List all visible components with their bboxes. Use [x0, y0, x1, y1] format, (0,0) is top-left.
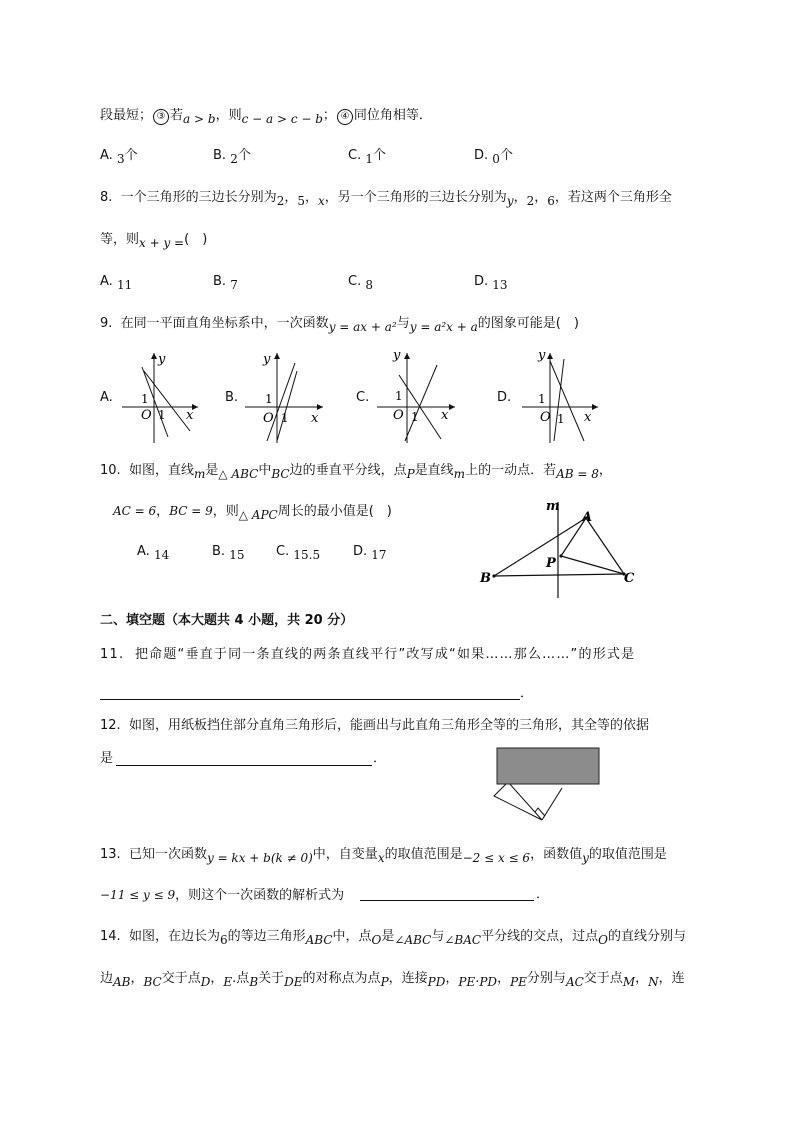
q9-option-a-label: A. — [100, 390, 113, 405]
q12-line-2: 是 — [100, 751, 114, 766]
q12-answer-blank[interactable] — [116, 765, 372, 766]
circled-4: ④ — [337, 109, 353, 125]
q7-option-d: D. 0个 — [474, 148, 513, 166]
q9-graph-a — [120, 345, 200, 445]
q8-line-1: 8. 一个三角形的三边长分别为2，5，x，另一个三角形的三边长分别为y，2，6，若这两个三角形全 — [100, 190, 672, 208]
origin-label: O — [141, 408, 152, 423]
x-axis-label: x — [584, 410, 592, 425]
q13-line-1: 13. 已知一次函数y = kx + b(k ≠ 0)中，自变量x的取值范围是−2 ≤ x ≤ 6，函数值y的取值范围是 — [100, 847, 667, 865]
q10-line-2: AC = 6，BC = 9，则△ APC周长的最小值是( ) — [113, 504, 392, 522]
x-one-label: 1 — [557, 412, 565, 426]
q14-line-2: 边AB，BC交于点D，E.点B关于DE的对称点为点P，连接PD，PE.PD，PE分别与AC交于点M，N，连 — [100, 971, 685, 989]
q11-line-1: 11. 把命题“垂直于同一条直线的两条直线平行”改写成“如果……那么……”的形式是 — [100, 647, 636, 662]
q11-end-mark: ． — [520, 686, 534, 701]
origin-label: O — [540, 410, 551, 425]
q9-option-c-label: C. — [356, 390, 370, 405]
y-one-label: 1 — [538, 392, 546, 406]
q9-option-d-label: D. — [497, 390, 512, 405]
q9-graph-d — [520, 345, 600, 445]
point-a-label: A — [582, 510, 593, 525]
y-one-label: 1 — [265, 392, 273, 406]
q10-line-1: 10. 如图，直线m是△ ABC中BC边的垂直平分线，点P是直线m上的一动点．若AB = 8， — [100, 463, 612, 481]
x-one-label: 1 — [411, 410, 419, 424]
q10-option-c: C. 15.5 — [276, 544, 321, 562]
q10-option-a: A. 14 — [137, 544, 170, 562]
q8-option-d: D. 13 — [474, 274, 508, 292]
q10-option-b: B. 15 — [212, 544, 245, 562]
q7-option-b: B. 2个 — [213, 148, 251, 166]
q9-stem: 9. 在同一平面直角坐标系中，一次函数y = ax + a²与y = a²x + a的图象可能是( ) — [100, 316, 579, 334]
q13-line-2: −11 ≤ y ≤ 9，则这个一次函数的解析式为 — [100, 888, 345, 903]
x-one-label: 1 — [281, 411, 289, 425]
y-one-label: 1 — [395, 389, 403, 403]
q8-option-c: C. 8 — [348, 274, 373, 292]
q13-end-mark: ． — [536, 887, 550, 902]
circled-3: ③ — [153, 109, 169, 125]
q9-option-b-label: B. — [225, 390, 239, 405]
q14-line-1: 14. 如图，在边长为6的等边三角形ABC中，点O是∠ABC与∠BAC平分线的交点，过点O的直线分别与 — [100, 929, 686, 947]
x-axis-label: x — [441, 408, 449, 423]
x-one-label: 1 — [158, 408, 166, 422]
origin-label: O — [393, 408, 404, 423]
y-one-label: 1 — [141, 392, 149, 406]
point-p-label: P — [546, 556, 556, 571]
q8-line-2: 等，则x + y =( ) — [100, 232, 208, 250]
q12-end-mark: ． — [373, 751, 387, 766]
y-axis-label: y — [538, 348, 546, 363]
q9-graph-b — [243, 345, 325, 445]
x-axis-label: x — [186, 408, 194, 423]
point-c-label: C — [624, 571, 635, 586]
q7-option-c: C. 1个 — [348, 148, 387, 166]
x-axis-label: x — [311, 411, 319, 426]
section-2-title: 二、填空题（本大题共 4 小题，共 20 分） — [100, 613, 354, 628]
point-b-label: B — [480, 571, 491, 586]
y-axis-label: y — [158, 352, 166, 367]
q11-answer-blank[interactable] — [100, 699, 520, 700]
q7-option-a: A. 3个 — [100, 148, 138, 166]
q10-option-d: D. 17 — [353, 544, 387, 562]
y-axis-label: y — [263, 352, 271, 367]
q13-answer-blank[interactable] — [360, 900, 534, 901]
q10-triangle-figure — [474, 498, 644, 602]
q8-option-a: A. 11 — [100, 274, 133, 292]
line-m-label: m — [546, 499, 560, 514]
q9-graph-c — [375, 345, 457, 445]
q7-statement-tail: 段最短； ③ 若a > b，则c − a > c − b； ④ 同位角相等． — [100, 108, 432, 126]
q12-covered-triangle-figure — [490, 744, 605, 824]
y-axis-label: y — [393, 348, 401, 363]
q12-line-1: 12. 如图，用纸板挡住部分直角三角形后，能画出与此直角三角形全等的三角形，其全等的依据 — [100, 718, 649, 733]
origin-label: O — [263, 411, 274, 426]
q8-option-b: B. 7 — [213, 274, 238, 292]
